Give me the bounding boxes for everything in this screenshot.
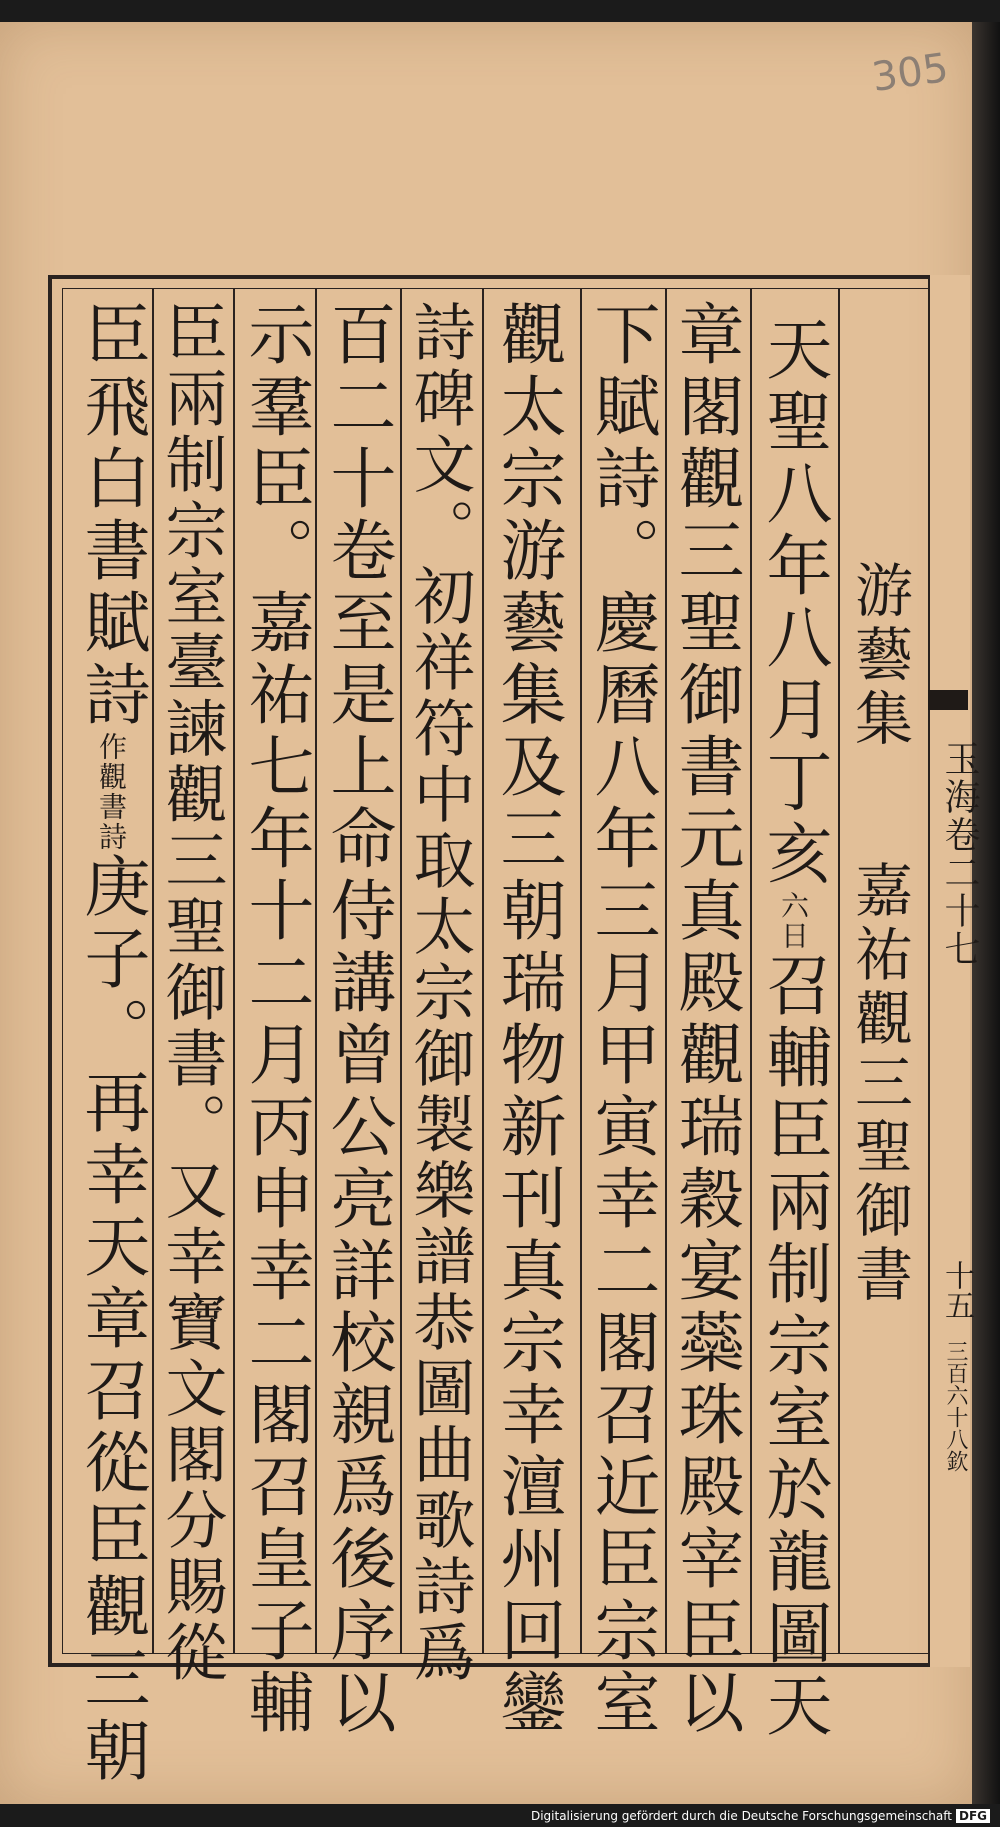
column-rule xyxy=(233,288,235,1654)
text-column-2: 章閣觀三聖御書元真殿觀瑞穀宴蘂珠殿宰臣以 xyxy=(667,300,744,1740)
dfg-logo: DFG xyxy=(956,1809,990,1823)
footer-text: Digitalisierung gefördert durch die Deutsche Forschungsgemeinschaft xyxy=(530,1809,952,1823)
text-column-6: 百二十卷至是上命侍講曾公亮詳校親爲後序以 xyxy=(319,300,396,1740)
center-book-title: 玉海卷二十七 xyxy=(939,740,980,968)
column-rule xyxy=(315,288,317,1654)
text-column-4: 觀太宗游藝集及三朝瑞物新刊真宗幸澶州回鑾 xyxy=(489,300,566,1740)
column-rule xyxy=(750,288,752,1654)
fishtail-mark xyxy=(928,690,968,710)
footer-credit xyxy=(531,1809,990,1823)
center-page-number: 十五 xyxy=(939,1260,974,1320)
text-column-9 xyxy=(73,300,150,1788)
column-rule xyxy=(482,288,484,1654)
text-column-5: 詩碑文。初祥符中取太宗御製樂譜恭圖曲歌詩爲 xyxy=(403,300,476,1686)
text-column-1 xyxy=(755,315,832,1743)
annotation-small: 六日 xyxy=(777,891,810,951)
text-line: 庚子。再幸天章召從臣觀三朝 xyxy=(73,852,150,1788)
text-line: 天聖八年八月丁亥 xyxy=(755,315,832,891)
text-column-7: 示羣臣。嘉祐七年十二月丙申幸二閣召皇子輔 xyxy=(237,300,314,1740)
text-column-3: 下賦詩。慶曆八年三月甲寅幸二閣召近臣宗室 xyxy=(583,300,660,1740)
section-title: 游藝集 xyxy=(845,560,913,752)
annotation-small: 作觀書詩 xyxy=(95,732,128,852)
text-column-8: 臣兩制宗室臺諫觀三聖御書。又幸寶文閣分賜從 xyxy=(155,300,228,1686)
column-rule xyxy=(400,288,402,1654)
center-char-count: 三百六十八欽 xyxy=(943,1340,968,1472)
text-line: 臣飛白書賦詩 xyxy=(73,300,150,732)
section-subtitle: 嘉祐觀三聖御書 xyxy=(845,860,913,1308)
text-line: 召輔臣兩制宗室於龍圖天 xyxy=(755,951,832,1743)
column-rule xyxy=(152,288,154,1654)
column-rule xyxy=(580,288,582,1654)
margin-pencil-number: 305 xyxy=(869,44,952,102)
column-rule xyxy=(838,288,840,1654)
